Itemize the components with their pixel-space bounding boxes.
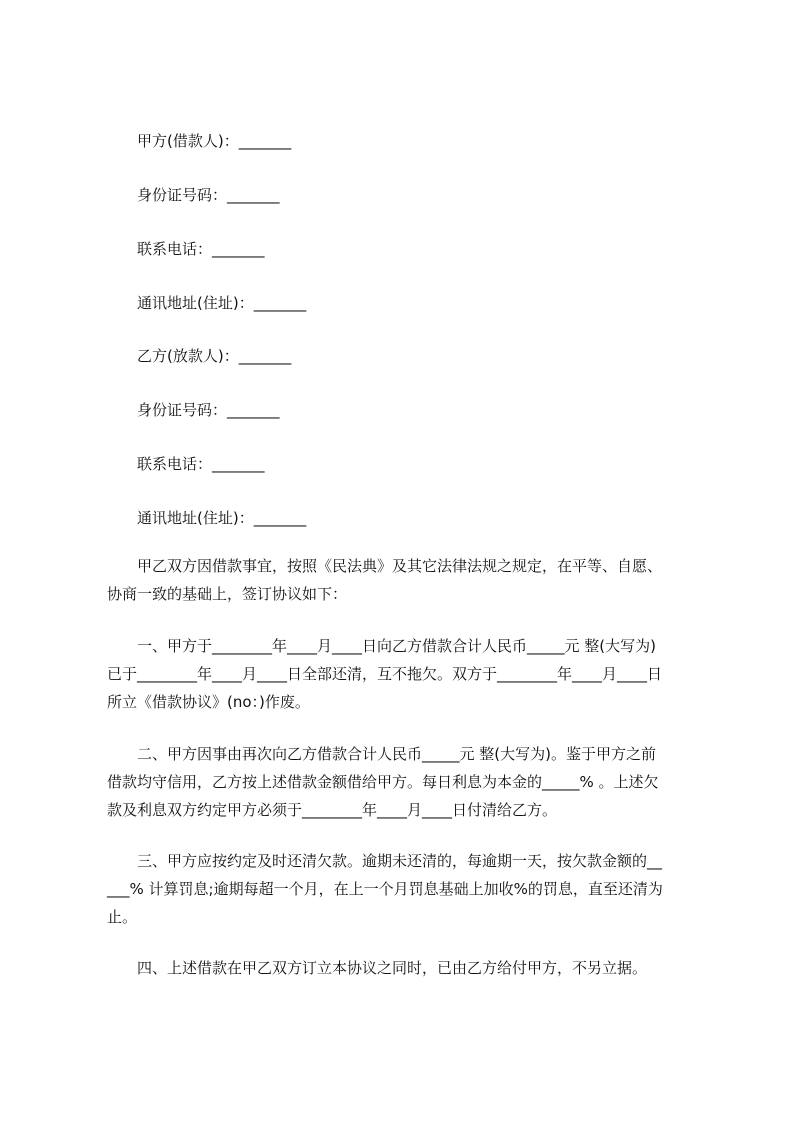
party-a-id-number-field: 身份证号码：_______ [137,186,280,204]
paragraph-line: 协商一致的基础上，签订协议如下： [107,585,348,603]
paragraph-line: 一、甲方于________年____月____日向乙方借款合计人民币_____元 整(大写为) [137,637,656,655]
party-b-address-field: 通讯地址(住址)：_______ [137,509,307,527]
paragraph-line: 二、甲方因事由再次向乙方借款合计人民币_____元 整(大写为)。鉴于甲方之前 [137,745,656,763]
clause-three-paragraph [107,847,697,931]
paragraph-line: ___% 计算罚息;逾期每超一个月，在上一个月罚息基础上加收%的罚息，直至还清为 [107,880,663,898]
paragraph-line: 止。 [107,908,138,926]
clause-four-paragraph [107,954,697,982]
clause-one-paragraph [107,632,697,716]
party-b-name-field: 乙方(放款人)：_______ [137,347,292,365]
party-b-phone-field: 联系电话：_______ [137,455,265,473]
paragraph-line: 四、上述借款在甲乙双方订立本协议之同时，已由乙方给付甲方，不另立据。 [137,959,648,977]
paragraph-line: 款及利息双方约定甲方必须于________年____月____日付清给乙方。 [107,801,558,819]
paragraph-line: 三、甲方应按约定及时还清欠款。逾期未还清的，每逾期一天，按欠款金额的__ [137,852,663,870]
paragraph-line: 已于________年____月____日全部还清，互不拖欠。双方于________年____月____日 [107,665,663,683]
paragraph-line: 借款均守信用，乙方按上述借款金额借给甲方。每日利息为本金的_____% 。上述欠 [107,773,659,791]
party-a-phone-field: 联系电话：_______ [137,240,265,258]
party-a-name-field: 甲方(借款人)：_______ [137,132,292,150]
preamble-paragraph [107,552,697,608]
party-a-address-field: 通讯地址(住址)：_______ [137,294,307,312]
party-b-id-number-field: 身份证号码：_______ [137,401,280,419]
paragraph-line: 所立《借款协议》(no：)作废。 [107,693,310,711]
clause-two-paragraph [107,740,697,824]
paragraph-line: 甲乙双方因借款事宜，按照《民法典》及其它法律法规之规定，在平等、自愿、 [137,557,663,575]
